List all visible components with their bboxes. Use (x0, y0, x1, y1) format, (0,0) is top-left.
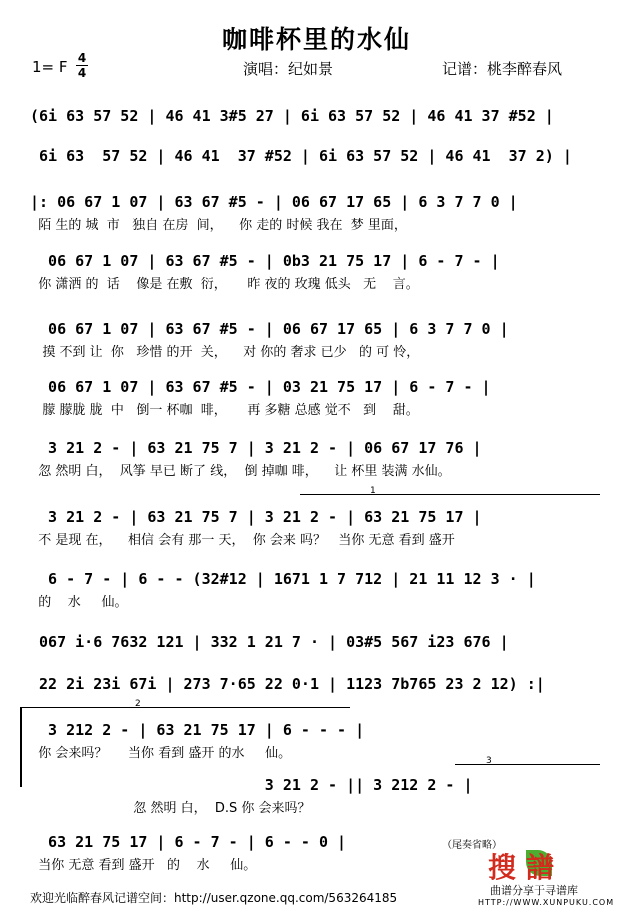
lyrics: 摸 不到 让 你 珍惜 的开 关， 对 你的 奢求 已少 的 可 怜， (30, 345, 420, 360)
score-line-7 (30, 438, 600, 480)
score-line-8 (30, 507, 600, 549)
volta-bracket-1 (300, 494, 600, 495)
lyrics: 的 水 仙。 (30, 595, 128, 610)
site-logo[interactable] (478, 846, 615, 908)
score-line-13 (30, 775, 600, 817)
score-line-3 (30, 192, 600, 234)
key-signature: 1= F (32, 58, 68, 76)
notes: 3 21 2 - || 3 212 2 - | (30, 776, 473, 794)
volta-number-3: 3 (486, 756, 492, 766)
score-line-5 (30, 319, 600, 361)
score-line-6 (30, 377, 600, 419)
time-sig-bottom: 4 (77, 66, 87, 80)
notes: |: 06 67 1 07 | 63 67 #5 - | 06 67 17 65 | 6 3 7 7 0 | (30, 193, 518, 211)
notes: 3 21 2 - | 63 21 75 7 | 3 21 2 - | 63 21 75 17 | (30, 508, 482, 526)
score-line-1 (30, 106, 600, 148)
notes: 06 67 1 07 | 63 67 #5 - | 03 21 75 17 | 6 - 7 - | (30, 378, 491, 396)
lyrics (30, 172, 600, 188)
singer-credit: 演唱：纪如景 (243, 60, 334, 78)
score-line-2 (30, 146, 600, 188)
notes: 63 21 75 17 | 6 - 7 - | 6 - - 0 | (30, 833, 347, 851)
lyrics: 朦 朦胧 胧 中 倒一 杯咖 啡， 再 多糖 总感 觉不 到 甜。 (30, 403, 419, 418)
lyrics: 不 是现 在， 相信 会有 那一 天， 你 会来 吗？ 当你 无意 看到 盛开 (30, 533, 455, 548)
lyrics: 陌 生的 城 市 独自 在房 间， 你 走的 时候 我在 梦 里面， (30, 218, 407, 233)
volta-bracket-3 (455, 764, 600, 765)
score-line-11 (30, 674, 600, 716)
logo-text: 搜譜 (488, 851, 565, 884)
notes: 3 212 2 - | 63 21 75 17 | 6 - - - | (30, 721, 365, 739)
logo-subtitle: 曲谱分享于寻谱库 (490, 884, 578, 897)
lyrics: 你 潇洒 的 话 像是 在敷 衍， 昨 夜的 玫瑰 低头 无 言。 (30, 277, 419, 292)
volta-number-2: 2 (135, 699, 141, 709)
notes: 067 i·6 7632 121 | 332 1 21 7 · | 03#5 567 i23 676 | (30, 633, 509, 651)
song-title: 咖啡杯里的水仙 (221, 25, 411, 54)
score-line-9 (30, 569, 600, 611)
notes: 6i 63 57 52 | 46 41 37 #52 | 6i 63 57 52 | 46 41 37 2) | (30, 147, 572, 165)
coda-note: （尾奏省略） (442, 840, 502, 851)
lyrics: 忽 然明 白， 风筝 早已 断了 线， 倒 掉咖 啡， 让 杯里 装满 水仙。 (30, 464, 451, 479)
score-line-4 (30, 251, 600, 293)
logo-url: HTTP://WWW.XUNPUKU.COM (478, 898, 615, 907)
lyrics (30, 658, 600, 674)
notes: 06 67 1 07 | 63 67 #5 - | 0b3 21 75 17 | 6 - 7 - | (30, 252, 500, 270)
notes: 22 2i 23i 67i | 273 7·65 22 0·1 | 1123 7b765 23 2 12) :| (30, 675, 545, 693)
volta-bracket-2-left (20, 707, 22, 787)
volta-bracket-2 (20, 707, 350, 708)
notes: 3 21 2 - | 63 21 75 7 | 3 21 2 - | 06 67 17 76 | (30, 439, 482, 457)
transcriber-credit: 记谱：桃李醉春风 (442, 60, 563, 78)
lyrics: 你 会来吗？ 当你 看到 盛开 的水 仙。 (30, 746, 292, 761)
volta-number-1: 1 (370, 486, 376, 496)
notes: (6i 63 57 52 | 46 41 3#5 27 | 6i 63 57 52 | 46 41 37 #52 | (30, 107, 554, 125)
lyrics: 忽 然明 白， D.S 你 会来吗？ (30, 801, 311, 816)
score-line-10 (30, 632, 600, 674)
lyrics: 当你 无意 看到 盛开 的 水 仙。 (30, 858, 257, 873)
lyrics (30, 700, 600, 716)
time-sig-top: 4 (77, 51, 87, 65)
notes: 6 - 7 - | 6 - - (32#12 | 1671 1 7 712 | 21 11 12 3 · | (30, 570, 536, 588)
score-line-12 (30, 720, 600, 762)
time-signature (76, 52, 88, 79)
footer-text: 欢迎光临醉春风记谱空间：http://user.qzone.qq.com/563264185 (30, 891, 398, 905)
notes: 06 67 1 07 | 63 67 #5 - | 06 67 17 65 | 6 3 7 7 0 | (30, 320, 509, 338)
